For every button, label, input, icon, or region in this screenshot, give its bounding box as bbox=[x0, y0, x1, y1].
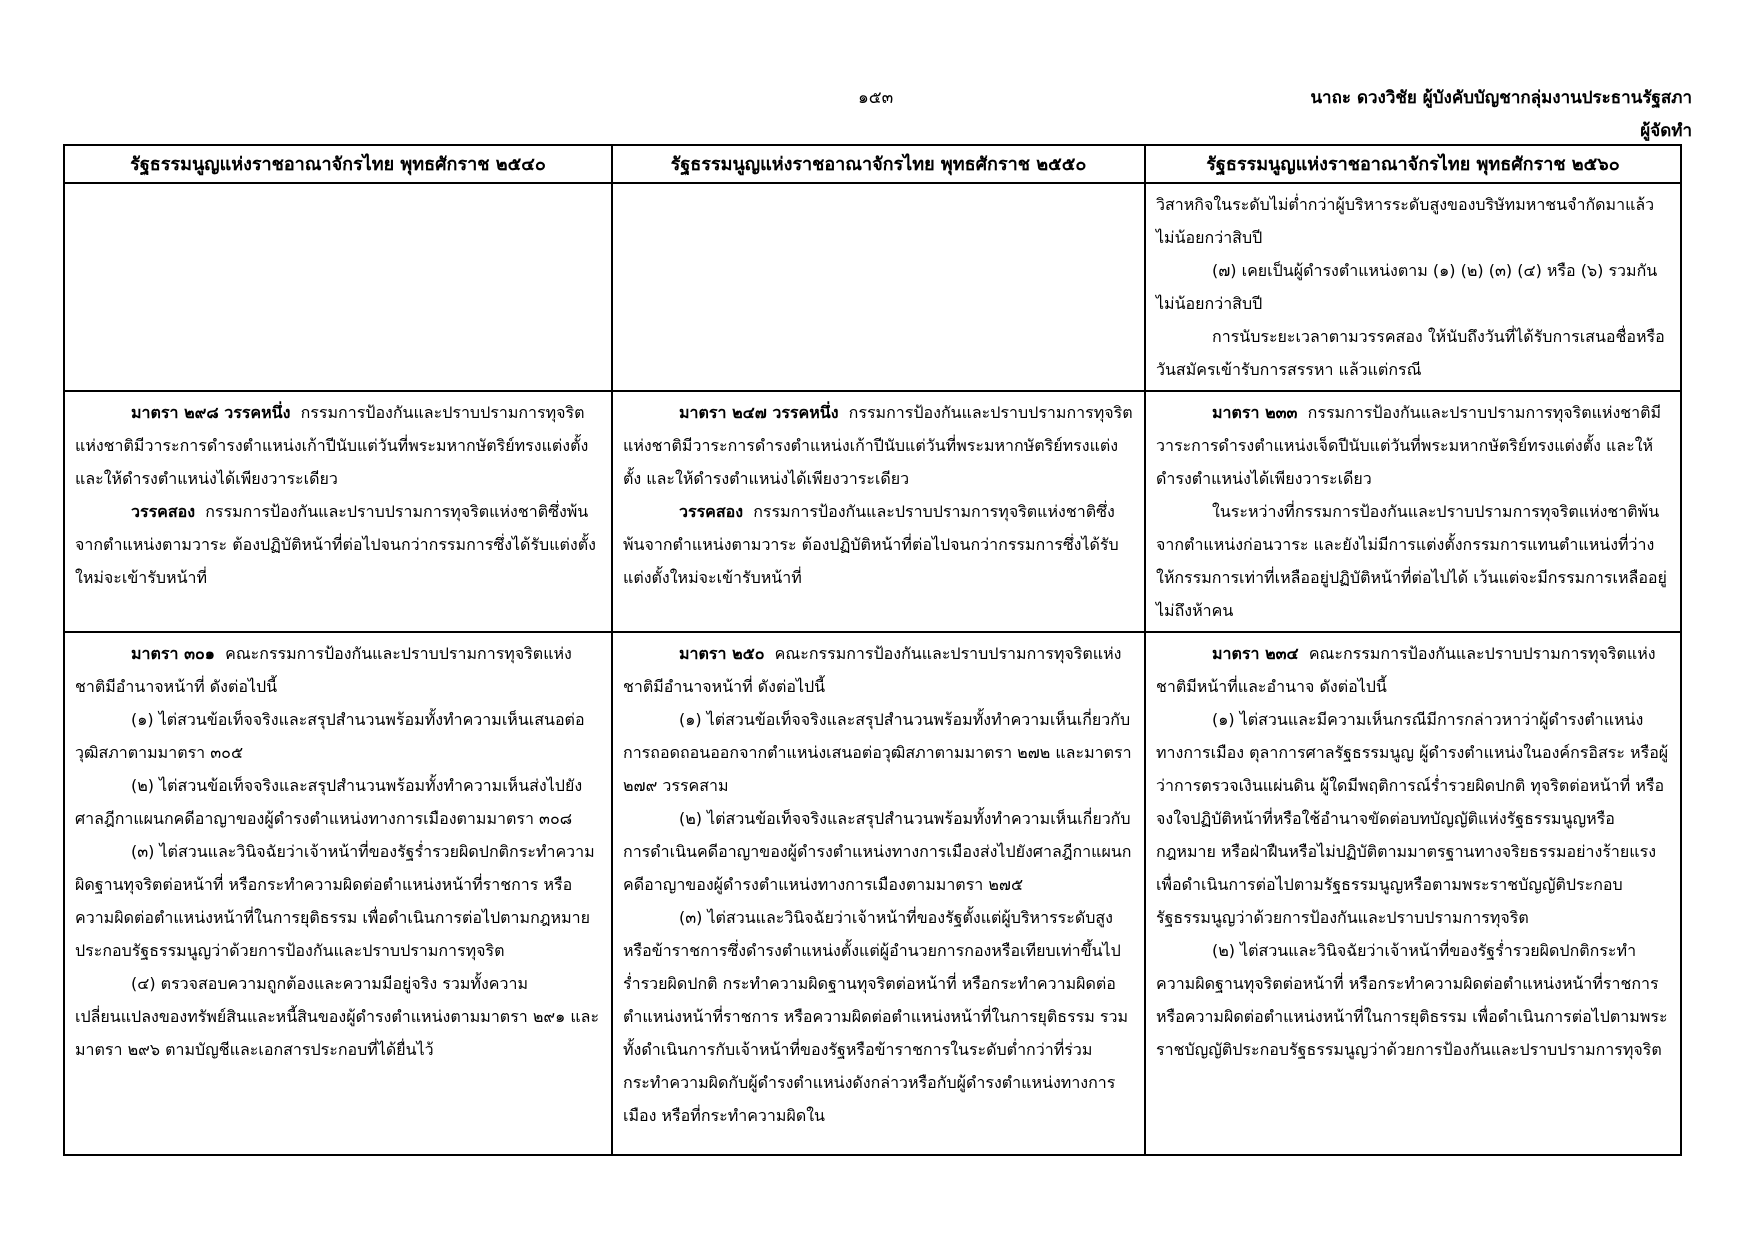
section-text: คณะกรรมการป้องกันและปราบปรามการทุจริตแห่งชาติมีอำนาจหน้าที่ ดังต่อไปนี้ bbox=[75, 644, 572, 696]
section-text: คณะกรรมการป้องกันและปราบปรามการทุจริตแห่งชาติมีอำนาจหน้าที่ ดังต่อไปนี้ bbox=[623, 644, 1122, 696]
cell-2550 bbox=[612, 183, 1145, 391]
paragraph bbox=[75, 637, 601, 703]
preparer-line-1: นาถะ ดวงวิชัย ผู้บังคับบัญชากลุ่มงานประธานรัฐสภา bbox=[1310, 88, 1692, 108]
paragraph bbox=[623, 637, 1134, 703]
cell-2540 bbox=[64, 391, 612, 632]
section-label: มาตรา ๒๕๐ bbox=[679, 644, 765, 663]
paragraph bbox=[75, 396, 601, 495]
paragraph bbox=[1156, 396, 1670, 495]
list-item: (๑) ไต่สวนข้อเท็จจริงและสรุปสำนวนพร้อมทั้งทำความเห็นเสนอต่อวุฒิสภาตามมาตรา ๓๐๕ bbox=[75, 710, 585, 762]
comparison-table bbox=[63, 144, 1682, 1156]
table-row bbox=[64, 632, 1681, 1155]
section-label: วรรคสอง bbox=[679, 502, 744, 521]
preparer-line-2: ผู้จัดทำ bbox=[1640, 121, 1692, 141]
column-header-2540: รัฐธรรมนูญแห่งราชอาณาจักรไทย พุทธศักราช ๒๕๔๐ bbox=[64, 145, 612, 183]
paragraph bbox=[75, 495, 601, 594]
table-row bbox=[64, 391, 1681, 632]
section-label: มาตรา ๓๐๑ bbox=[131, 644, 215, 663]
page-number: ๑๕๓ bbox=[858, 88, 894, 108]
cell-2560 bbox=[1145, 632, 1681, 1155]
section-text: กรรมการป้องกันและปราบปรามการทุจริตแห่งชาติซึ่งพ้นจากตำแหน่งตามวาระ ต้องปฏิบัติหน้าที่ต่อไปจนกว่ากรรมการซึ่งได้รับแต่งตั้งใหม่จะเข้ารับหน้าที่ bbox=[75, 502, 596, 587]
list-item: (๑) ไต่สวนข้อเท็จจริงและสรุปสำนวนพร้อมทั้งทำความเห็นเกี่ยวกับการถอดถอนออกจากตำแหน่งเสนอต่อวุฒิสภาตามมาตรา ๒๗๒ และมาตรา ๒๗๙ วรรคสาม bbox=[623, 710, 1132, 795]
section-text: กรรมการป้องกันและปราบปรามการทุจริตแห่งชาติซึ่งพ้นจากตำแหน่งตามวาระ ต้องปฏิบัติหน้าที่ต่อไปจนกว่ากรรมการซึ่งได้รับแต่งตั้งใหม่จะเข้ารับหน้าที่ bbox=[623, 502, 1119, 587]
section-text: คณะกรรมการป้องกันและปราบปรามการทุจริตแห่งชาติมีหน้าที่และอำนาจ ดังต่อไปนี้ bbox=[1156, 644, 1656, 696]
table-row bbox=[64, 183, 1681, 391]
section-text: กรรมการป้องกันและปราบปรามการทุจริตแห่งชาติมีวาระการดำรงตำแหน่งเก้าปีนับแต่วันที่พระมหากษัตริย์ทรงแต่งตั้ง และให้ดำรงตำแหน่งได้เพียงวาระเดียว bbox=[623, 403, 1133, 488]
paragraph bbox=[1156, 637, 1670, 703]
paragraph bbox=[623, 495, 1134, 594]
section-label: มาตรา ๒๔๗ วรรคหนึ่ง bbox=[679, 403, 839, 422]
cell-2550 bbox=[612, 391, 1145, 632]
cell-2540 bbox=[64, 632, 612, 1155]
list-item: (๔) ตรวจสอบความถูกต้องและความมีอยู่จริง รวมทั้งความเปลี่ยนแปลงของทรัพย์สินและหนี้สินของผู้ดำรงตำแหน่งตามมาตรา ๒๙๑ และมาตรา ๒๙๖ ตามบัญชีและเอกสารประกอบที่ได้ยื่นไว้ bbox=[75, 974, 600, 1059]
cell-2560 bbox=[1145, 183, 1681, 391]
paragraph: การนับระยะเวลาตามวรรคสอง ให้นับถึงวันที่ได้รับการเสนอชื่อหรือวันสมัครเข้ารับการสรรหา แล้วแต่กรณี bbox=[1156, 327, 1665, 379]
list-item: (๒) ไต่สวนข้อเท็จจริงและสรุปสำนวนพร้อมทั้งทำความเห็นส่งไปยังศาลฎีกาแผนกคดีอาญาของผู้ดำรงตำแหน่งทางการเมืองตามมาตรา ๓๐๘ bbox=[75, 776, 583, 828]
preparer-credit bbox=[1310, 82, 1692, 148]
section-label: มาตรา ๒๓๓ bbox=[1212, 403, 1298, 422]
table-header-row bbox=[64, 145, 1681, 183]
section-text: กรรมการป้องกันและปราบปรามการทุจริตแห่งชาติมีวาระการดำรงตำแหน่งเจ็ดปีนับแต่วันที่พระมหากษัตริย์ทรงแต่งตั้ง และให้ดำรงตำแหน่งได้เพียงวาระเดียว bbox=[1156, 403, 1662, 488]
column-header-2550: รัฐธรรมนูญแห่งราชอาณาจักรไทย พุทธศักราช ๒๕๕๐ bbox=[612, 145, 1145, 183]
section-label: มาตรา ๒๓๔ bbox=[1212, 644, 1299, 663]
list-item: (๒) ไต่สวนและวินิจฉัยว่าเจ้าหน้าที่ของรัฐร่ำรวยผิดปกติกระทำความผิดฐานทุจริตต่อหน้าที่ หรือกระทำความผิดต่อตำแหน่งหน้าที่ราชการ หรือความผิดต่อตำแหน่งหน้าที่ในการยุติธรรม เพื่อดำเนินการต่อไปตามพระราชบัญญัติประกอบรัฐธรรมนูญว่าด้วยการป้องกันและปราบปรามการทุจริต bbox=[1156, 941, 1668, 1059]
list-item: (๒) ไต่สวนข้อเท็จจริงและสรุปสำนวนพร้อมทั้งทำความเห็นเกี่ยวกับการดำเนินคดีอาญาของผู้ดำรงตำแหน่งทางการเมืองส่งไปยังศาลฎีกาแผนกคดีอาญาของผู้ดำรงตำแหน่งทางการเมืองตามมาตรา ๒๗๕ bbox=[623, 809, 1132, 894]
section-text: กรรมการป้องกันและปราบปรามการทุจริตแห่งชาติมีวาระการดำรงตำแหน่งเก้าปีนับแต่วันที่พระมหากษัตริย์ทรงแต่งตั้ง และให้ดำรงตำแหน่งได้เพียงวาระเดียว bbox=[75, 403, 589, 488]
list-item: (๓) ไต่สวนและวินิจฉัยว่าเจ้าหน้าที่ของรัฐร่ำรวยผิดปกติกระทำความผิดฐานทุจริตต่อหน้าที่ หรือกระทำความผิดต่อตำแหน่งหน้าที่ราชการ หรือความผิดต่อตำแหน่งหน้าที่ในการยุติธรรม เพื่อดำเนินการต่อไปตามกฎหมายประกอบรัฐธรรมนูญว่าด้วยการป้องกันและปราบปรามการทุจริต bbox=[75, 842, 595, 960]
paragraph: ในระหว่างที่กรรมการป้องกันและปราบปรามการทุจริตแห่งชาติพ้นจากตำแหน่งก่อนวาระ และยังไม่มีการแต่งตั้งกรรมการแทนตำแหน่งที่ว่าง ให้กรรมการเท่าที่เหลืออยู่ปฏิบัติหน้าที่ต่อไปได้ เว้นแต่จะมีกรรมการเหลืออยู่ไม่ถึงห้าคน bbox=[1156, 502, 1667, 620]
cell-2560 bbox=[1145, 391, 1681, 632]
paragraph: (๗) เคยเป็นผู้ดำรงตำแหน่งตาม (๑) (๒) (๓) (๔) หรือ (๖) รวมกันไม่น้อยกว่าสิบปี bbox=[1156, 261, 1658, 313]
paragraph bbox=[623, 396, 1134, 495]
list-item: (๑) ไต่สวนและมีความเห็นกรณีมีการกล่าวหาว่าผู้ดำรงตำแหน่งทางการเมือง ตุลาการศาลรัฐธรรมนูญ ผู้ดำรงตำแหน่งในองค์กรอิสระ หรือผู้ว่าการตรวจเงินแผ่นดิน ผู้ใดมีพฤติการณ์ร่ำรวยผิดปกติ ทุจริตต่อหน้าที่ หรือจงใจปฏิบัติหน้าที่หรือใช้อำนาจขัดต่อบทบัญญัติแห่งรัฐธรรมนูญหรือกฎหมาย หรือฝ่าฝืนหรือไม่ปฏิบัติตามมาตรฐานทางจริยธรรมอย่างร้ายแรง เพื่อดำเนินการต่อไปตามรัฐธรรมนูญหรือตามพระราชบัญญัติประกอบรัฐธรรมนูญว่าด้วยการป้องกันและปราบปรามการทุจริต bbox=[1156, 710, 1669, 927]
paragraph: วิสาหกิจในระดับไม่ต่ำกว่าผู้บริหารระดับสูงของบริษัทมหาชนจำกัดมาแล้วไม่น้อยกว่าสิบปี bbox=[1156, 195, 1655, 247]
cell-2550 bbox=[612, 632, 1145, 1155]
list-item: (๓) ไต่สวนและวินิจฉัยว่าเจ้าหน้าที่ของรัฐตั้งแต่ผู้บริหารระดับสูงหรือข้าราชการซึ่งดำรงตำแหน่งตั้งแต่ผู้อำนวยการกองหรือเทียบเท่าขึ้นไปร่ำรวยผิดปกติ กระทำความผิดฐานทุจริตต่อหน้าที่ หรือกระทำความผิดต่อตำแหน่งหน้าที่ราชการ หรือความผิดต่อตำแหน่งหน้าที่ในการยุติธรรม รวมทั้งดำเนินการกับเจ้าหน้าที่ของรัฐหรือข้าราชการในระดับต่ำกว่าที่ร่วมกระทำความผิดกับผู้ดำรงตำแหน่งดังกล่าวหรือกับผู้ดำรงตำแหน่งทางการเมือง หรือที่กระทำความผิดใน bbox=[623, 908, 1129, 1125]
section-label: มาตรา ๒๙๘ วรรคหนึ่ง bbox=[131, 403, 291, 422]
section-label: วรรคสอง bbox=[131, 502, 196, 521]
cell-2540 bbox=[64, 183, 612, 391]
column-header-2560: รัฐธรรมนูญแห่งราชอาณาจักรไทย พุทธศักราช ๒๕๖๐ bbox=[1145, 145, 1681, 183]
